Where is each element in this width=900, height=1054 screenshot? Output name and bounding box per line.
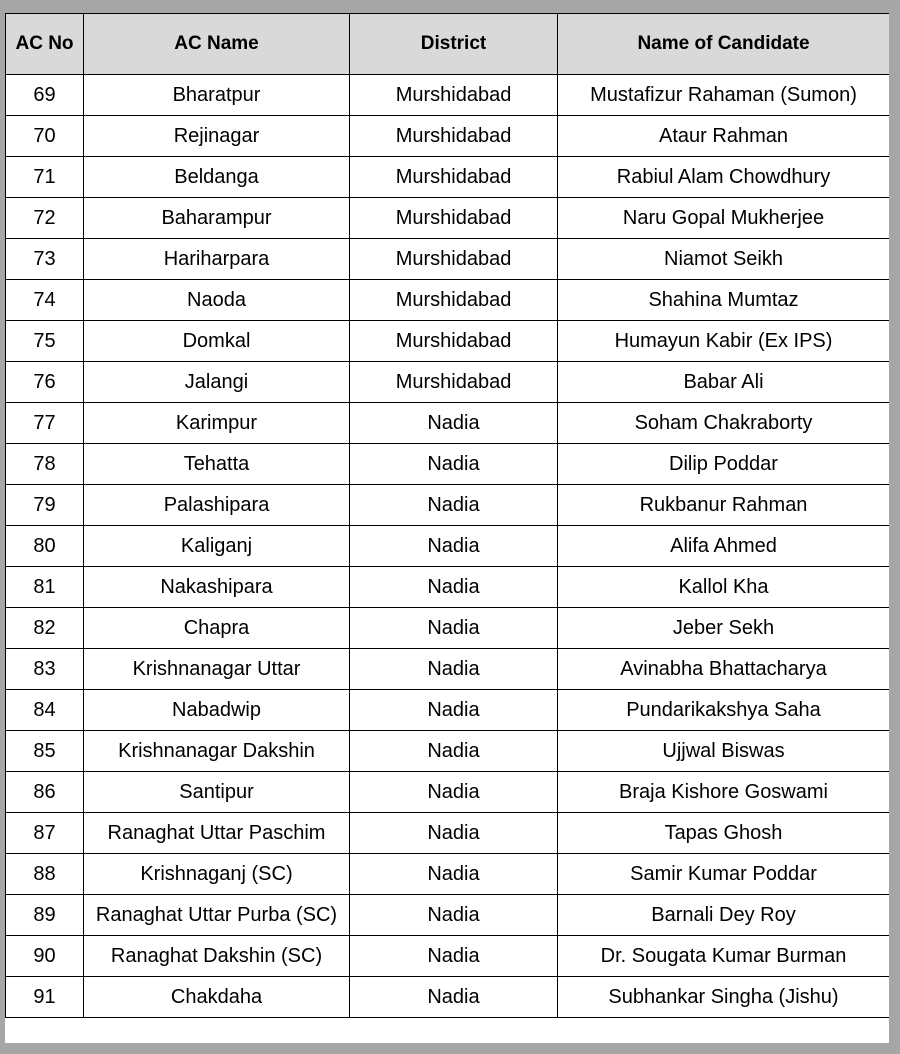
ac-name-cell: Beldanga (84, 157, 350, 198)
ac-name-cell: Bharatpur (84, 75, 350, 116)
table-row (6, 321, 890, 362)
candidate-name-cell: Tapas Ghosh (558, 813, 890, 854)
table-row (6, 116, 890, 157)
table-row (6, 526, 890, 567)
district-cell: Nadia (350, 567, 558, 608)
table-row (6, 936, 890, 977)
ac-name-cell: Nabadwip (84, 690, 350, 731)
ac-name-cell: Ranaghat Uttar Paschim (84, 813, 350, 854)
district-cell: Nadia (350, 485, 558, 526)
ac-name-cell: Domkal (84, 321, 350, 362)
district-cell: Nadia (350, 977, 558, 1018)
candidate-name-cell: Jeber Sekh (558, 608, 890, 649)
table-row (6, 198, 890, 239)
ac-name-cell: Tehatta (84, 444, 350, 485)
ac-name-cell: Jalangi (84, 362, 350, 403)
ac-name-cell: Krishnanagar Uttar (84, 649, 350, 690)
table-row (6, 444, 890, 485)
candidate-name-cell: Rabiul Alam Chowdhury (558, 157, 890, 198)
candidate-list-sheet (5, 13, 889, 1043)
header-district: District (350, 14, 558, 75)
district-cell: Nadia (350, 731, 558, 772)
candidate-name-cell: Pundarikakshya Saha (558, 690, 890, 731)
district-cell: Nadia (350, 526, 558, 567)
table-row (6, 157, 890, 198)
ac-name-cell: Chapra (84, 608, 350, 649)
candidate-name-cell: Shahina Mumtaz (558, 280, 890, 321)
candidate-name-cell: Soham Chakraborty (558, 403, 890, 444)
table-body (6, 75, 890, 1018)
ac-no-cell: 83 (6, 649, 84, 690)
table-row (6, 280, 890, 321)
candidate-name-cell: Subhankar Singha (Jishu) (558, 977, 890, 1018)
ac-no-cell: 87 (6, 813, 84, 854)
ac-no-cell: 90 (6, 936, 84, 977)
ac-no-cell: 80 (6, 526, 84, 567)
table-row (6, 977, 890, 1018)
ac-no-cell: 77 (6, 403, 84, 444)
district-cell: Nadia (350, 444, 558, 485)
ac-name-cell: Ranaghat Uttar Purba (SC) (84, 895, 350, 936)
ac-name-cell: Santipur (84, 772, 350, 813)
candidate-name-cell: Braja Kishore Goswami (558, 772, 890, 813)
table-row (6, 403, 890, 444)
header-ac-no: AC No (6, 14, 84, 75)
ac-no-cell: 88 (6, 854, 84, 895)
candidate-table (5, 13, 889, 1018)
ac-no-cell: 73 (6, 239, 84, 280)
ac-name-cell: Ranaghat Dakshin (SC) (84, 936, 350, 977)
candidate-name-cell: Barnali Dey Roy (558, 895, 890, 936)
ac-name-cell: Rejinagar (84, 116, 350, 157)
table-row (6, 239, 890, 280)
table-row (6, 895, 890, 936)
ac-name-cell: Palashipara (84, 485, 350, 526)
ac-name-cell: Chakdaha (84, 977, 350, 1018)
table-row (6, 772, 890, 813)
table-row (6, 608, 890, 649)
ac-no-cell: 70 (6, 116, 84, 157)
table-row (6, 690, 890, 731)
district-cell: Murshidabad (350, 239, 558, 280)
district-cell: Nadia (350, 649, 558, 690)
table-row (6, 813, 890, 854)
ac-no-cell: 91 (6, 977, 84, 1018)
candidate-name-cell: Ujjwal Biswas (558, 731, 890, 772)
candidate-name-cell: Alifa Ahmed (558, 526, 890, 567)
table-header-row (6, 14, 890, 75)
district-cell: Murshidabad (350, 198, 558, 239)
ac-no-cell: 75 (6, 321, 84, 362)
ac-name-cell: Hariharpara (84, 239, 350, 280)
ac-no-cell: 89 (6, 895, 84, 936)
district-cell: Nadia (350, 403, 558, 444)
ac-no-cell: 72 (6, 198, 84, 239)
candidate-name-cell: Niamot Seikh (558, 239, 890, 280)
ac-name-cell: Baharampur (84, 198, 350, 239)
ac-no-cell: 84 (6, 690, 84, 731)
district-cell: Murshidabad (350, 362, 558, 403)
district-cell: Nadia (350, 936, 558, 977)
ac-no-cell: 79 (6, 485, 84, 526)
ac-name-cell: Naoda (84, 280, 350, 321)
candidate-name-cell: Ataur Rahman (558, 116, 890, 157)
candidate-name-cell: Avinabha Bhattacharya (558, 649, 890, 690)
ac-no-cell: 85 (6, 731, 84, 772)
ac-no-cell: 71 (6, 157, 84, 198)
ac-no-cell: 76 (6, 362, 84, 403)
district-cell: Murshidabad (350, 280, 558, 321)
table-row (6, 731, 890, 772)
candidate-name-cell: Naru Gopal Mukherjee (558, 198, 890, 239)
ac-name-cell: Kaliganj (84, 526, 350, 567)
district-cell: Murshidabad (350, 321, 558, 362)
ac-no-cell: 81 (6, 567, 84, 608)
ac-name-cell: Nakashipara (84, 567, 350, 608)
candidate-name-cell: Babar Ali (558, 362, 890, 403)
ac-name-cell: Karimpur (84, 403, 350, 444)
district-cell: Nadia (350, 690, 558, 731)
table-row (6, 485, 890, 526)
table-row (6, 75, 890, 116)
ac-no-cell: 78 (6, 444, 84, 485)
ac-no-cell: 69 (6, 75, 84, 116)
district-cell: Nadia (350, 813, 558, 854)
district-cell: Murshidabad (350, 157, 558, 198)
district-cell: Nadia (350, 854, 558, 895)
ac-no-cell: 86 (6, 772, 84, 813)
candidate-name-cell: Dilip Poddar (558, 444, 890, 485)
candidate-name-cell: Humayun Kabir (Ex IPS) (558, 321, 890, 362)
candidate-name-cell: Samir Kumar Poddar (558, 854, 890, 895)
district-cell: Murshidabad (350, 75, 558, 116)
ac-name-cell: Krishnanagar Dakshin (84, 731, 350, 772)
header-ac-name: AC Name (84, 14, 350, 75)
table-row (6, 854, 890, 895)
district-cell: Nadia (350, 608, 558, 649)
header-candidate-name: Name of Candidate (558, 14, 890, 75)
district-cell: Nadia (350, 895, 558, 936)
candidate-name-cell: Mustafizur Rahaman (Sumon) (558, 75, 890, 116)
ac-name-cell: Krishnaganj (SC) (84, 854, 350, 895)
district-cell: Nadia (350, 772, 558, 813)
candidate-name-cell: Rukbanur Rahman (558, 485, 890, 526)
district-cell: Murshidabad (350, 116, 558, 157)
candidate-name-cell: Dr. Sougata Kumar Burman (558, 936, 890, 977)
table-row (6, 567, 890, 608)
candidate-name-cell: Kallol Kha (558, 567, 890, 608)
table-row (6, 362, 890, 403)
ac-no-cell: 82 (6, 608, 84, 649)
ac-no-cell: 74 (6, 280, 84, 321)
table-row (6, 649, 890, 690)
